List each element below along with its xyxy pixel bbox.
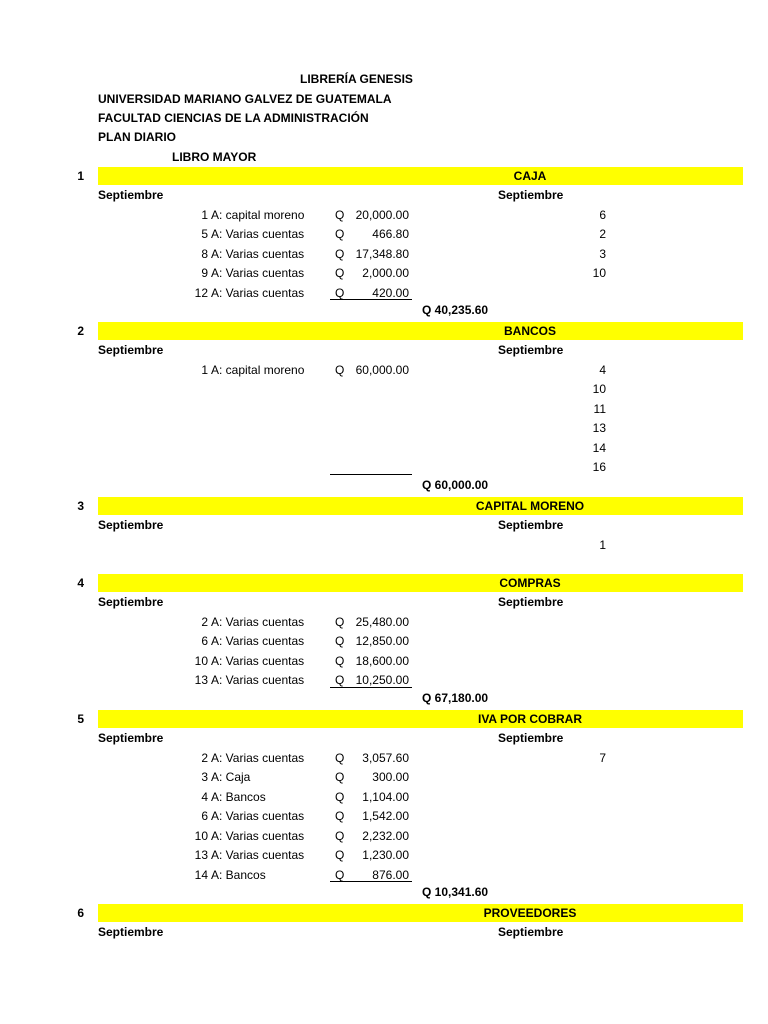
book-title: LIBRO MAYOR — [172, 150, 257, 164]
debit-month-label: Septiembre — [98, 343, 164, 357]
debit-month-label: Septiembre — [98, 925, 164, 939]
currency-symbol: Q — [335, 634, 345, 648]
entry-description: A: Varias cuentas — [211, 285, 305, 300]
credit-reference: 2 — [599, 227, 606, 241]
debit-month-label: Septiembre — [98, 518, 164, 532]
credit-reference: 4 — [599, 362, 606, 377]
entry-amount: 3,057.60 — [362, 750, 409, 765]
entry-day: 9 — [201, 266, 208, 280]
entry-description: A: Bancos — [211, 789, 266, 804]
entry-description: A: Caja — [211, 770, 251, 784]
entry-day: 1 — [201, 207, 208, 222]
account-name: COMPRAS — [499, 576, 561, 590]
entry-day: 13 — [194, 848, 208, 862]
credit-month-label: Septiembre — [498, 343, 564, 357]
entry-amount: 2,000.00 — [362, 266, 409, 280]
entry-day: 2 — [201, 614, 208, 629]
currency-symbol: Q — [335, 750, 345, 765]
debit-month-label: Septiembre — [98, 595, 164, 609]
company-title: LIBRERÍA GENESIS — [300, 72, 413, 86]
entry-amount: 2,232.00 — [362, 828, 409, 843]
entry-day: 5 — [201, 227, 208, 241]
entry-description: A: Varias cuentas — [211, 634, 305, 648]
currency-symbol: Q — [335, 246, 345, 261]
entry-day: 2 — [201, 750, 208, 765]
credit-month-label: Septiembre — [498, 595, 564, 609]
account-name: BANCOS — [503, 324, 556, 338]
entry-amount: 20,000.00 — [355, 207, 409, 222]
account-number: 1 — [77, 169, 84, 183]
entry-day: 6 — [201, 634, 208, 648]
currency-symbol: Q — [335, 828, 345, 843]
entry-amount: 25,480.00 — [355, 614, 409, 629]
account-number: 5 — [77, 712, 84, 726]
currency-symbol: Q — [335, 653, 345, 668]
entry-day: 3 — [201, 770, 208, 784]
currency-symbol: Q — [335, 848, 345, 862]
entry-day: 8 — [201, 246, 208, 261]
currency-symbol: Q — [335, 789, 345, 804]
entry-description: A: Varias cuentas — [211, 653, 305, 668]
currency-symbol: Q — [335, 867, 345, 882]
entry-amount: 1,104.00 — [362, 789, 409, 804]
debit-month-label: Septiembre — [98, 188, 164, 202]
faculty-title: FACULTAD CIENCIAS DE LA ADMINISTRACIÓN — [98, 111, 369, 125]
currency-symbol: Q — [335, 614, 345, 629]
entry-amount: 18,600.00 — [355, 653, 409, 668]
entry-amount: 10,250.00 — [355, 673, 409, 687]
currency-symbol: Q — [335, 227, 345, 241]
credit-month-label: Septiembre — [498, 731, 564, 745]
entry-day: 10 — [194, 653, 208, 668]
entry-amount: 12,850.00 — [355, 634, 409, 648]
entry-amount: 17,348.80 — [355, 246, 409, 261]
entry-description: A: Varias cuentas — [211, 614, 305, 629]
university-title: UNIVERSIDAD MARIANO GALVEZ DE GUATEMALA — [98, 92, 392, 106]
entry-day: 14 — [194, 867, 208, 882]
account-number: 4 — [77, 576, 84, 590]
credit-reference: 10 — [592, 266, 606, 280]
credit-reference: 3 — [599, 246, 606, 261]
entry-description: A: capital moreno — [211, 207, 305, 222]
total-underline — [330, 474, 412, 475]
entry-amount: 466.80 — [372, 227, 409, 241]
entry-day: 6 — [201, 809, 208, 823]
account-name: CAPITAL MORENO — [475, 499, 585, 513]
entry-day: 1 — [201, 362, 208, 377]
account-total: Q 60,000.00 — [422, 478, 489, 492]
entry-description: A: Varias cuentas — [211, 848, 305, 862]
entry-description: A: Varias cuentas — [211, 227, 305, 241]
debit-month-label: Septiembre — [98, 731, 164, 745]
credit-reference: 11 — [593, 401, 606, 416]
total-underline — [330, 299, 412, 300]
entry-amount: 60,000.00 — [355, 362, 409, 377]
credit-reference: 1 — [599, 537, 606, 552]
entry-amount: 300.00 — [372, 770, 409, 784]
account-total: Q 67,180.00 — [422, 691, 489, 705]
entry-amount: 1,542.00 — [362, 809, 409, 823]
entry-amount: 420.00 — [372, 285, 409, 300]
entry-amount: 876.00 — [372, 867, 409, 882]
entry-amount: 1,230.00 — [362, 848, 409, 862]
entry-description: A: Varias cuentas — [211, 750, 305, 765]
account-total: Q 10,341.60 — [422, 885, 489, 899]
entry-description: A: Bancos — [211, 867, 266, 882]
currency-symbol: Q — [335, 362, 345, 377]
entry-day: 4 — [201, 789, 208, 804]
account-name: CAJA — [513, 169, 547, 183]
plan-title: PLAN DIARIO — [98, 130, 176, 144]
credit-month-label: Septiembre — [498, 925, 564, 939]
entry-description: A: capital moreno — [211, 362, 305, 377]
account-number: 6 — [77, 906, 84, 920]
account-name: PROVEEDORES — [483, 906, 577, 920]
credit-reference: 14 — [592, 440, 606, 455]
account-number: 2 — [77, 324, 84, 338]
account-total: Q 40,235.60 — [422, 303, 489, 317]
total-underline — [330, 881, 412, 882]
credit-month-label: Septiembre — [498, 518, 564, 532]
credit-reference: 16 — [592, 460, 606, 474]
currency-symbol: Q — [335, 770, 345, 784]
entry-day: 12 — [194, 285, 208, 300]
entry-description: A: Varias cuentas — [211, 828, 305, 843]
credit-month-label: Septiembre — [498, 188, 564, 202]
entry-description: A: Varias cuentas — [211, 246, 305, 261]
currency-symbol: Q — [335, 266, 345, 280]
currency-symbol: Q — [335, 809, 345, 823]
credit-reference: 13 — [592, 421, 606, 435]
currency-symbol: Q — [335, 207, 345, 222]
total-underline — [330, 687, 412, 688]
account-name: IVA POR COBRAR — [477, 712, 582, 726]
credit-reference: 10 — [592, 382, 606, 396]
account-number: 3 — [77, 499, 84, 513]
credit-reference: 6 — [599, 207, 606, 222]
entry-day: 13 — [194, 673, 208, 687]
entry-description: A: Varias cuentas — [211, 673, 305, 687]
entry-description: A: Varias cuentas — [211, 266, 305, 280]
entry-description: A: Varias cuentas — [211, 809, 305, 823]
currency-symbol: Q — [335, 285, 345, 300]
entry-day: 10 — [194, 828, 208, 843]
currency-symbol: Q — [335, 673, 345, 687]
credit-reference: 7 — [599, 750, 606, 765]
